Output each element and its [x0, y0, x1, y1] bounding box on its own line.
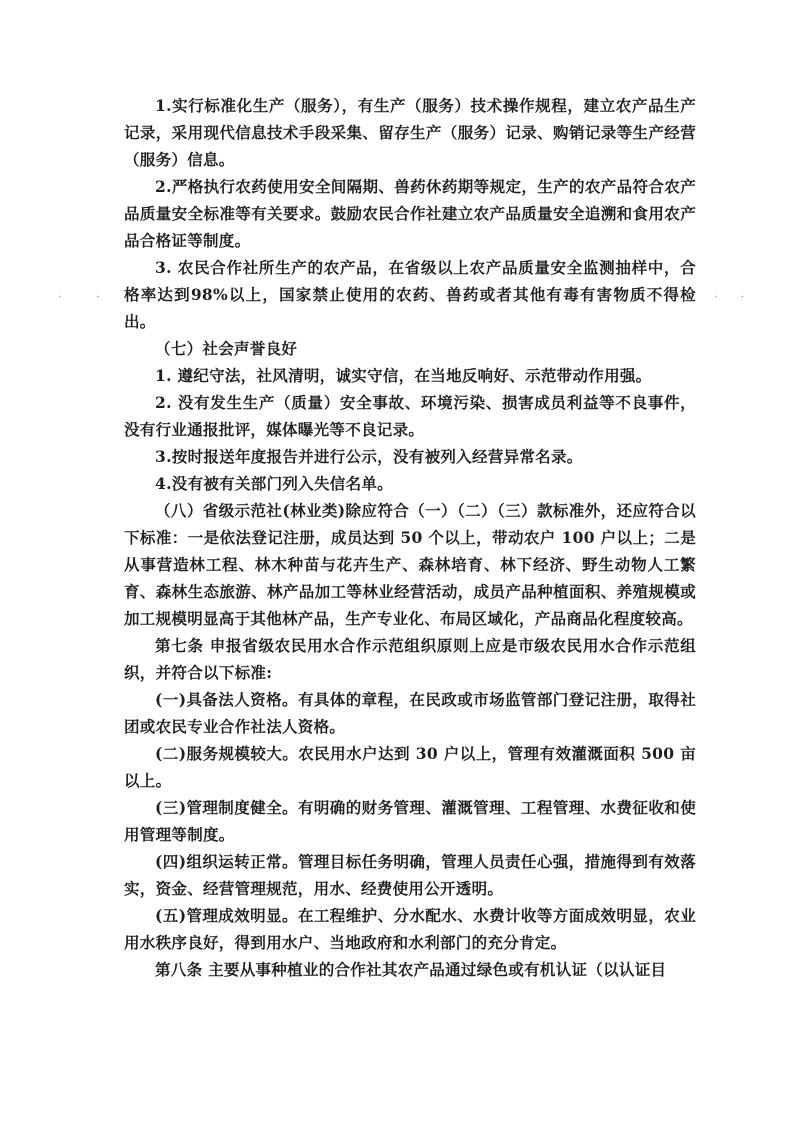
paragraph-law-abiding: 1. 遵纪守法，社风清明，诚实守信，在当地反响好、示范带动作用强。: [155, 366, 652, 385]
paragraph-forestry-standards: （八）省级示范社(林业类)除应符合（一）（二）（三）款标准外，还应符合以下标准：一是依法登记注册，成员达到 50 个以上，带动农户 100 户以上；二是从事营造林工程、林木种苗与花卉生产、森林培育、林下经济、野生动物人工繁育、森林生态旅游、林产品加工等林业经营活动，成员产品种植面积、养殖规模或加工规模明显高于其他林产品，生产专业化、布局区域化，产品商品化程度较高。: [124, 501, 696, 628]
scan-artifact-dots-right: · · ·: [688, 292, 754, 303]
document-body: [124, 92, 696, 983]
paragraph-quality-monitoring: 3. 农民合作社所生产的农产品，在省级以上农产品质量安全监测抽样中，合格率达到98%以上，国家禁止使用的农药、兽药或者其他有毒有害物质不得检出。: [124, 258, 696, 331]
section-heading-social-reputation: （七）社会声誉良好: [155, 339, 298, 358]
paragraph-standardized-production: 1.实行标准化生产（服务），有生产（服务）技术操作规程，建立农产品生产记录，采用现代信息技术手段采集、留存生产（服务）记录、购销记录等生产经营（服务）信息。: [124, 96, 696, 169]
paragraph-annual-report: 3.按时报送年度报告并进行公示，没有被列入经营异常名录。: [155, 447, 583, 466]
paragraph-legal-person: (一)具备法人资格。有具体的章程，在民政或市场监管部门登记注册，取得社团或农民专业合作社法人资格。: [124, 690, 696, 736]
paragraph-no-blacklist: 4.没有被有关部门列入失信名单。: [155, 474, 393, 493]
paragraph-service-scale: (二)服务规模较大。农民用水户达到 30 户以上，管理有效灌溉面积 500 亩以上。: [124, 744, 696, 790]
paragraph-management-system: (三)管理制度健全。有明确的财务管理、灌溉管理、工程管理、水费征收和使用管理等制度。: [124, 798, 696, 844]
paragraph-organization-operation: (四)组织运转正常。管理目标任务明确，管理人员责任心强，措施得到有效落实，资金、经营管理规范，用水、经费使用公开透明。: [124, 852, 696, 898]
article-eight-start: 第八条 主要从事种植业的合作社其农产品通过绿色或有机认证（以认证目: [155, 960, 667, 979]
paragraph-no-accidents: 2. 没有发生生产（质量）安全事故、环境污染、损害成员利益等不良事件，没有行业通报批评，媒体曝光等不良记录。: [124, 393, 696, 439]
paragraph-pesticide-safety: 2.严格执行农药使用安全间隔期、兽药休药期等规定，生产的农产品符合农产品质量安全标准等有关要求。鼓励农民合作社建立农产品质量安全追溯和食用农产品合格证等制度。: [124, 177, 696, 250]
scan-artifact-dots-left: · ·: [58, 292, 116, 303]
paragraph-management-results: (五)管理成效明显。在工程维护、分水配水、水费计收等方面成效明显，农业用水秩序良好，得到用水户、当地政府和水利部门的充分肯定。: [124, 906, 696, 952]
article-seven-heading: 第七条 申报省级农民用水合作示范组织原则上应是市级农民用水合作示范组织，并符合以下标准:: [124, 636, 696, 682]
